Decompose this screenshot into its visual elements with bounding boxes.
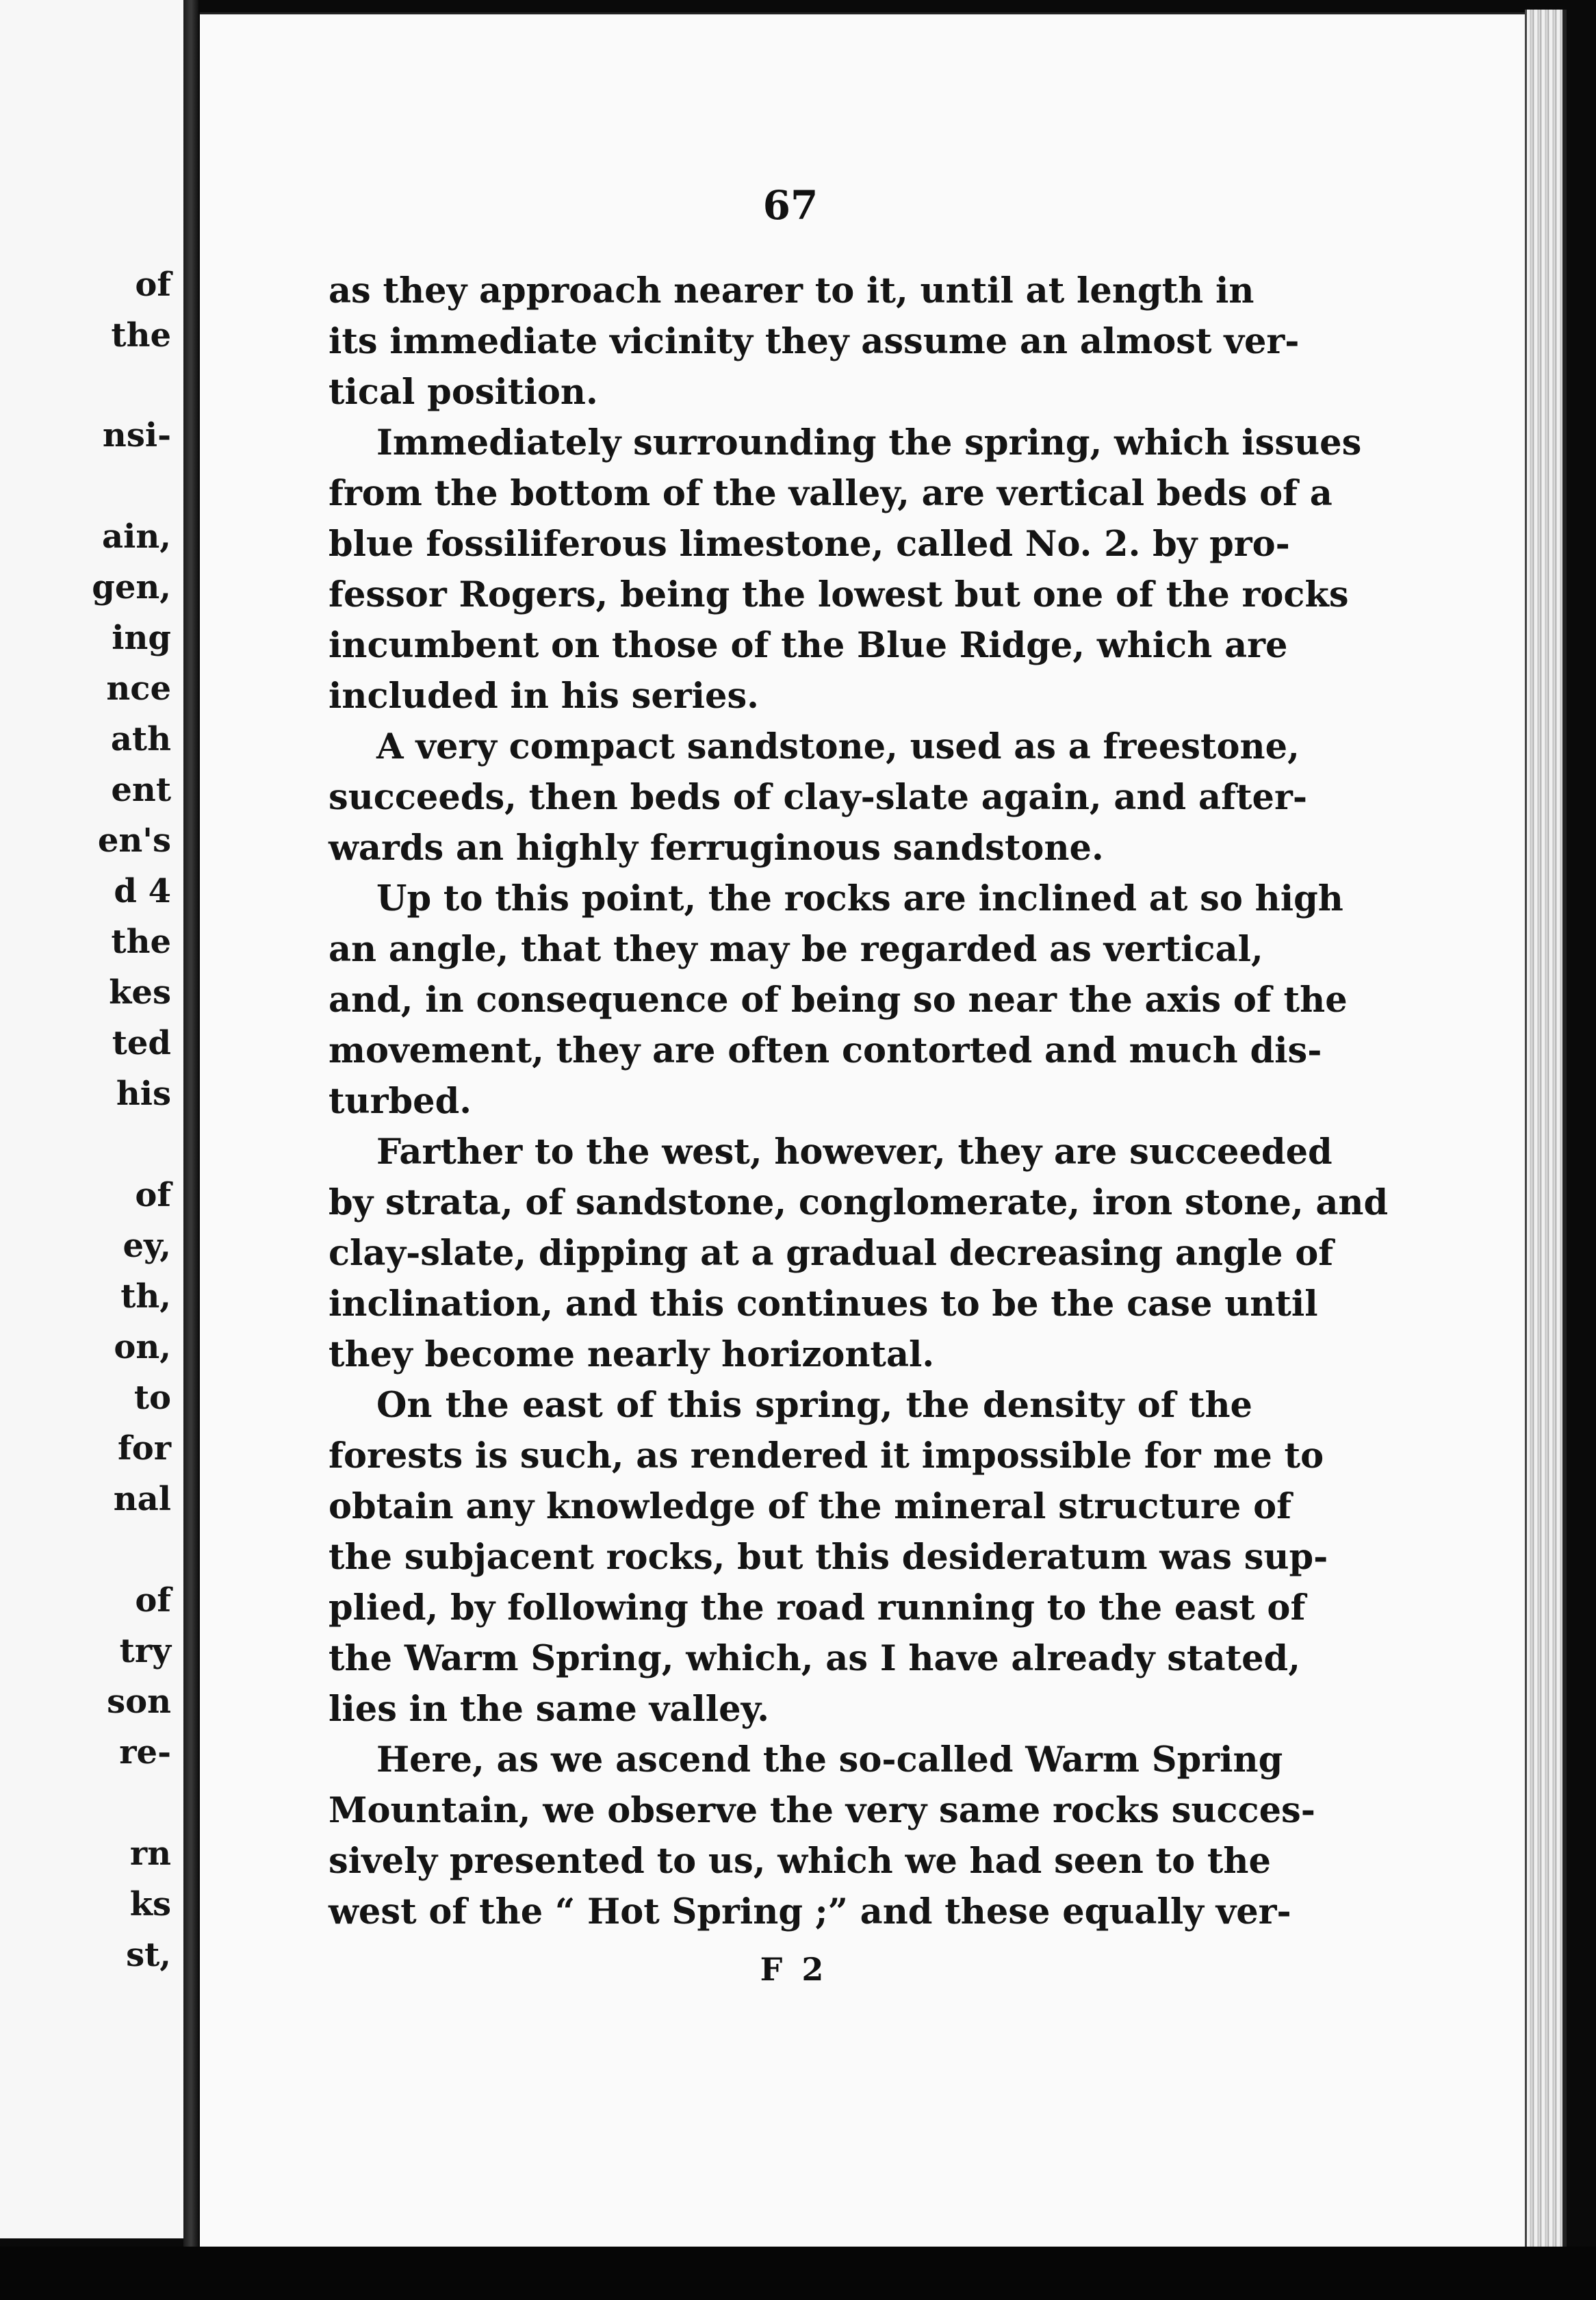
- left-page-fragment: to: [133, 1379, 171, 1417]
- text-line: On the east of this spring, the density of the: [376, 1385, 1252, 1426]
- left-page-fragment: ent: [111, 771, 171, 809]
- text-line: Farther to the west, however, they are succeeded: [376, 1132, 1333, 1173]
- text-line: the subjacent rocks, but this desideratum was sup-: [329, 1537, 1328, 1578]
- left-page-fragment: for: [118, 1429, 171, 1468]
- text-line: lies in the same valley.: [329, 1689, 770, 1730]
- text-line: forests is such, as rendered it impossible for me to: [329, 1435, 1324, 1477]
- text-line: included in his series.: [329, 676, 759, 717]
- text-line: succeeds, then beds of clay-slate again, and after-: [329, 777, 1307, 818]
- left-page-fragment: ted: [112, 1024, 171, 1062]
- left-facing-page: [0, 0, 188, 2238]
- text-line: Mountain, we observe the very same rocks succes-: [329, 1790, 1315, 1831]
- scan-bottom-border: [0, 2247, 1596, 2300]
- text-line: obtain any knowledge of the mineral structure of: [329, 1486, 1292, 1527]
- left-page-fragment: the: [111, 316, 171, 355]
- left-page-fragment: of: [135, 266, 171, 304]
- text-line: sively presented to us, which we had seen to the: [329, 1841, 1271, 1882]
- left-page-fragment: re-: [119, 1733, 171, 1772]
- text-line: turbed.: [329, 1081, 472, 1122]
- paragraph: [329, 266, 1300, 418]
- text-line: Up to this point, the rocks are inclined at so high: [376, 878, 1343, 919]
- left-page-fragment: ath: [110, 720, 171, 758]
- left-page-fragment: on,: [114, 1328, 171, 1366]
- left-page-fragment: ain,: [102, 518, 171, 556]
- text-line: by strata, of sandstone, conglomerate, iron stone, and: [329, 1182, 1389, 1223]
- left-page-fragment: ing: [112, 619, 171, 657]
- left-page-fragment: ey,: [123, 1227, 171, 1265]
- text-line: wards an highly ferruginous sandstone.: [329, 828, 1104, 869]
- text-line: tical position.: [329, 372, 598, 413]
- left-page-fragment: th,: [120, 1277, 171, 1316]
- text-line: inclination, and this continues to be the case until: [329, 1283, 1318, 1325]
- text-line: west of the “ Hot Spring ;” and these equally ver-: [329, 1891, 1291, 1932]
- left-page-fragment: en's: [97, 821, 171, 860]
- paragraph: [329, 1735, 1315, 1937]
- book-gutter: [183, 0, 198, 2300]
- page-edge-stack: [1525, 10, 1567, 2248]
- paragraph: [329, 1380, 1328, 1735]
- text-line: A very compact sandstone, used as a freestone,: [376, 726, 1300, 767]
- text-line: movement, they are often contorted and much dis-: [329, 1030, 1322, 1071]
- paragraph: [329, 721, 1307, 873]
- paragraph: [329, 418, 1362, 721]
- text-line: and, in consequence of being so near the axis of the: [329, 980, 1348, 1021]
- text-line: its immediate vicinity they assume an almost ver-: [329, 321, 1300, 362]
- paragraph: [329, 1127, 1389, 1380]
- left-page-fragment: his: [116, 1075, 171, 1113]
- left-page-fragment: try: [119, 1632, 171, 1670]
- text-line: they become nearly horizontal.: [329, 1334, 935, 1375]
- left-page-fragment: nal: [113, 1480, 171, 1518]
- text-line: plied, by following the road running to the east of: [329, 1587, 1306, 1628]
- text-line: Immediately surrounding the spring, which issues: [376, 422, 1362, 463]
- signature-mark: F 2: [760, 1951, 828, 1988]
- text-line: incumbent on those of the Blue Ridge, which are: [329, 625, 1288, 666]
- text-line: an angle, that they may be regarded as vertical,: [329, 929, 1263, 970]
- text-line: from the bottom of the valley, are vertical beds of a: [329, 473, 1333, 514]
- left-page-fragment: d 4: [114, 872, 171, 910]
- text-line: Here, as we ascend the so-called Warm Spring: [376, 1739, 1283, 1780]
- left-page-fragment: son: [107, 1683, 171, 1721]
- left-page-fragment: kes: [109, 973, 171, 1012]
- left-page-fragment: st,: [126, 1936, 171, 1974]
- left-page-fragment: rn: [129, 1835, 171, 1873]
- page-number: 67: [762, 182, 819, 229]
- paragraph: [329, 873, 1348, 1127]
- left-page-fragment: of: [135, 1581, 171, 1620]
- left-page-fragment: ks: [129, 1885, 171, 1924]
- left-page-fragment: of: [135, 1176, 171, 1214]
- left-page-fragment: the: [111, 923, 171, 961]
- left-page-fragment: nce: [106, 669, 171, 708]
- text-line: as they approach nearer to it, until at length in: [329, 270, 1254, 311]
- text-line: fessor Rogers, being the lowest but one of the rocks: [329, 574, 1349, 615]
- text-line: clay-slate, dipping at a gradual decreasing angle of: [329, 1233, 1334, 1274]
- page-body-text: [329, 266, 1389, 1937]
- left-page-fragment: nsi-: [102, 416, 171, 455]
- text-line: the Warm Spring, which, as I have already stated,: [329, 1638, 1300, 1679]
- left-page-fragment: gen,: [92, 568, 171, 606]
- text-line: blue fossiliferous limestone, called No. 2. by pro-: [329, 524, 1290, 565]
